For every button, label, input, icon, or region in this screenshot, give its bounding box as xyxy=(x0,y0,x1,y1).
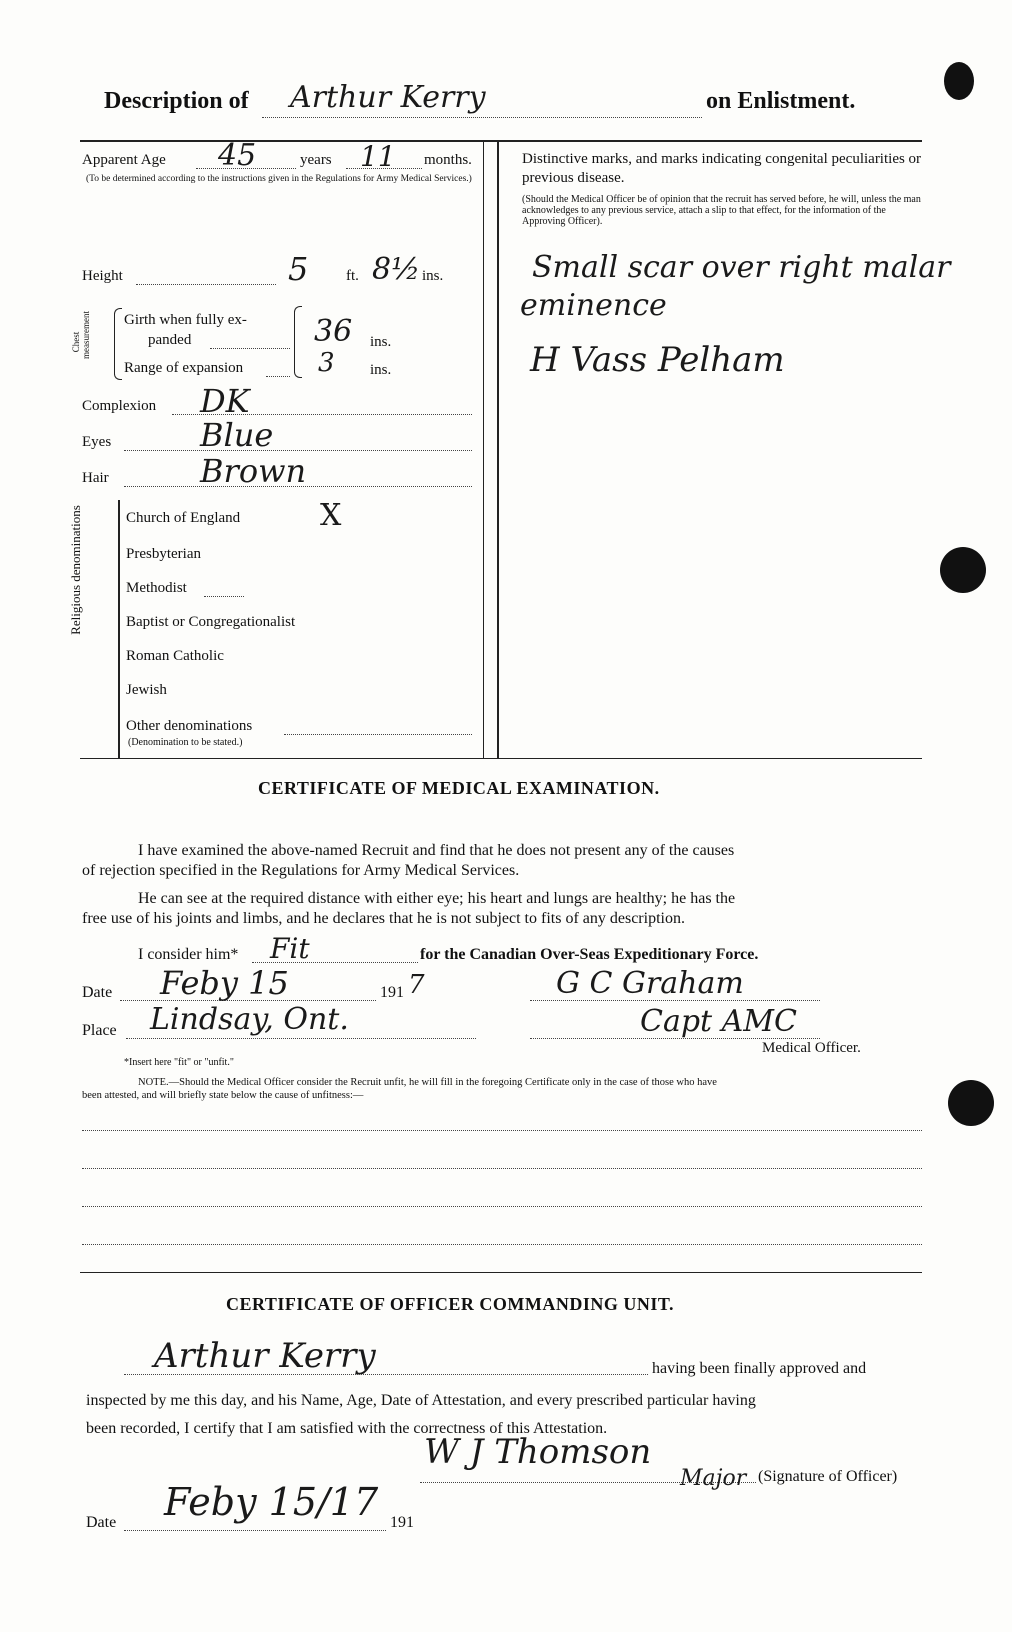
medical-officer-signature: G C Graham xyxy=(556,966,744,1001)
header-suffix: on Enlistment. xyxy=(706,88,856,114)
medical-note-line1: NOTE.—Should the Medical Officer consider the Recruit unfit, he will fill in the foregoing Certificate only in the case of those who have xyxy=(138,1077,717,1088)
complexion-line xyxy=(172,414,472,415)
apparent-age-label: Apparent Age xyxy=(82,152,166,168)
range-label: Range of expansion xyxy=(124,360,244,376)
marks-title: Distinctive marks, and marks indicating congenital peculiarities or previous disease. xyxy=(522,151,922,186)
medical-para1-line2: of rejection specified in the Regulations for Army Medical Services. xyxy=(82,862,520,879)
commanding-line2: inspected by me this day, and his Name, Age, Date of Attestation, and every prescribed particular having xyxy=(86,1392,756,1409)
chest-brace xyxy=(114,308,122,380)
commanding-name-handwritten: Arthur Kerry xyxy=(154,1336,376,1376)
header-name-handwritten: Arthur Kerry xyxy=(290,80,486,115)
medical-para2-line2: free use of his joints and limbs, and he declares that he is not subject to fits of any description. xyxy=(82,910,685,927)
marks-line-2: eminence xyxy=(520,288,667,323)
chest-values-brace xyxy=(294,306,302,378)
commanding-date-line xyxy=(124,1530,386,1531)
months-label: months. xyxy=(424,152,472,168)
punch-hole-top xyxy=(944,62,974,100)
complexion-value: DK xyxy=(200,382,250,420)
ft-label: ft. xyxy=(346,268,359,284)
girth-label-2: panded xyxy=(148,332,192,348)
marks-note: (Should the Medical Officer be of opinion that the recruit has served before, he will, unless the man acknowledges to any previous service, attach a slip to that effect, for the information of the Approving Officer). xyxy=(522,194,921,227)
medical-officer-label: Medical Officer. xyxy=(762,1040,861,1056)
commanding-line3: been recorded, I certify that I am satisfied with the correctness of this Attestation. xyxy=(86,1420,608,1437)
medical-year-value: 7 xyxy=(408,970,425,1000)
commanding-officer-signature: W J Thomson xyxy=(424,1432,652,1472)
hair-line xyxy=(124,486,472,487)
medical-officer-rank: Capt AMC xyxy=(640,1004,797,1039)
column-divider xyxy=(497,140,499,758)
religion-jewish: Jewish xyxy=(126,682,167,698)
eyes-label: Eyes xyxy=(82,434,112,450)
religion-baptist: Baptist or Congregationalist xyxy=(126,614,296,630)
section-rule xyxy=(80,758,922,759)
column-divider-left xyxy=(483,140,484,758)
girth-label-1: Girth when fully ex- xyxy=(124,312,247,328)
fitness-value: Fit xyxy=(270,932,310,965)
height-ft-value: 5 xyxy=(288,250,309,288)
commanding-rule xyxy=(80,1272,922,1273)
consider-suffix: for the Canadian Over-Seas Expeditionary Force. xyxy=(420,946,759,963)
header-name-line xyxy=(262,117,702,118)
marks-line-1: Small scar over right malar xyxy=(532,250,951,285)
commanding-heading: CERTIFICATE OF OFFICER COMMANDING UNIT. xyxy=(226,1294,675,1314)
range-ins-label: ins. xyxy=(370,362,392,378)
range-lead-line xyxy=(266,376,290,377)
commanding-line1-suffix: having been finally approved and xyxy=(652,1360,867,1377)
age-years-value: 45 xyxy=(218,138,257,173)
range-value: 3 xyxy=(318,348,335,378)
unfitness-line-2 xyxy=(82,1168,922,1169)
height-ins-label: ins. xyxy=(422,268,444,284)
eyes-line xyxy=(124,450,472,451)
commanding-year-prefix: 191 xyxy=(390,1514,414,1531)
marks-line-3: H Vass Pelham xyxy=(530,340,785,380)
signature-label: (Signature of Officer) xyxy=(758,1468,898,1485)
medical-date-value: Feby 15 xyxy=(160,964,289,1002)
height-label: Height xyxy=(82,268,123,284)
height-lead-line xyxy=(136,284,276,285)
age-note: (To be determined according to the instructions given in the Regulations for Army Medical Services.) xyxy=(86,174,472,184)
medical-para2-line1: He can see at the required distance with either eye; his heart and lungs are healthy; he has the xyxy=(138,890,736,907)
years-label: years xyxy=(300,152,332,168)
top-rule xyxy=(80,140,922,142)
fitness-line xyxy=(252,962,418,963)
other-denomination-line xyxy=(284,734,472,735)
other-denomination-note: (Denomination to be stated.) xyxy=(128,737,243,748)
hair-label: Hair xyxy=(82,470,109,486)
chest-measurement-label: Chest measurement xyxy=(71,311,91,359)
unfitness-line-3 xyxy=(82,1206,922,1207)
commanding-name-line xyxy=(124,1374,648,1375)
religion-mark-church-of-england: X xyxy=(320,498,342,533)
medical-note-line2: been attested, and will briefly state below the cause of unfitness:— xyxy=(82,1090,364,1101)
eyes-value: Blue xyxy=(200,416,274,454)
medical-year-prefix: 191 xyxy=(380,984,404,1001)
girth-lead-line xyxy=(210,348,290,349)
punch-hole-bottom xyxy=(948,1080,994,1126)
methodist-line xyxy=(204,596,244,597)
commanding-officer-rank: Major xyxy=(680,1466,747,1491)
commanding-date-label: Date xyxy=(86,1514,117,1531)
unfitness-line-4 xyxy=(82,1244,922,1245)
religion-church-of-england: Church of England xyxy=(126,510,241,526)
girth-ins-label: ins. xyxy=(370,334,392,350)
religion-presbyterian: Presbyterian xyxy=(126,546,201,562)
place-value: Lindsay, Ont. xyxy=(150,1002,349,1037)
medical-heading: CERTIFICATE OF MEDICAL EXAMINATION. xyxy=(258,778,660,798)
age-months-line xyxy=(346,168,422,169)
religion-other: Other denominations xyxy=(126,718,253,734)
religion-methodist: Methodist xyxy=(126,580,187,596)
religion-roman-catholic: Roman Catholic xyxy=(126,648,224,664)
medical-date-line xyxy=(120,1000,376,1001)
religion-bracket-line xyxy=(118,500,120,758)
height-in-value: 8½ xyxy=(372,252,421,287)
unfitness-line-1 xyxy=(82,1130,922,1131)
insert-note: *Insert here "fit" or "unfit." xyxy=(124,1057,234,1068)
punch-hole-middle xyxy=(940,547,986,593)
rank-line xyxy=(530,1038,820,1039)
place-line xyxy=(126,1038,476,1039)
medical-signature-line xyxy=(530,1000,820,1001)
hair-value: Brown xyxy=(200,452,307,490)
religion-side-label: Religious denominations xyxy=(68,505,83,635)
officer-signature-line xyxy=(420,1482,756,1483)
girth-value: 36 xyxy=(314,314,353,349)
consider-prefix: I consider him* xyxy=(138,946,239,963)
complexion-label: Complexion xyxy=(82,398,157,414)
medical-date-label: Date xyxy=(82,984,113,1001)
header-prefix: Description of xyxy=(104,88,249,114)
commanding-date-value: Feby 15/17 xyxy=(164,1480,379,1524)
age-months-value: 11 xyxy=(360,140,396,173)
medical-para1-line1: I have examined the above-named Recruit and find that he does not present any of the causes xyxy=(138,842,735,859)
place-label: Place xyxy=(82,1022,117,1039)
age-years-line xyxy=(196,168,296,169)
